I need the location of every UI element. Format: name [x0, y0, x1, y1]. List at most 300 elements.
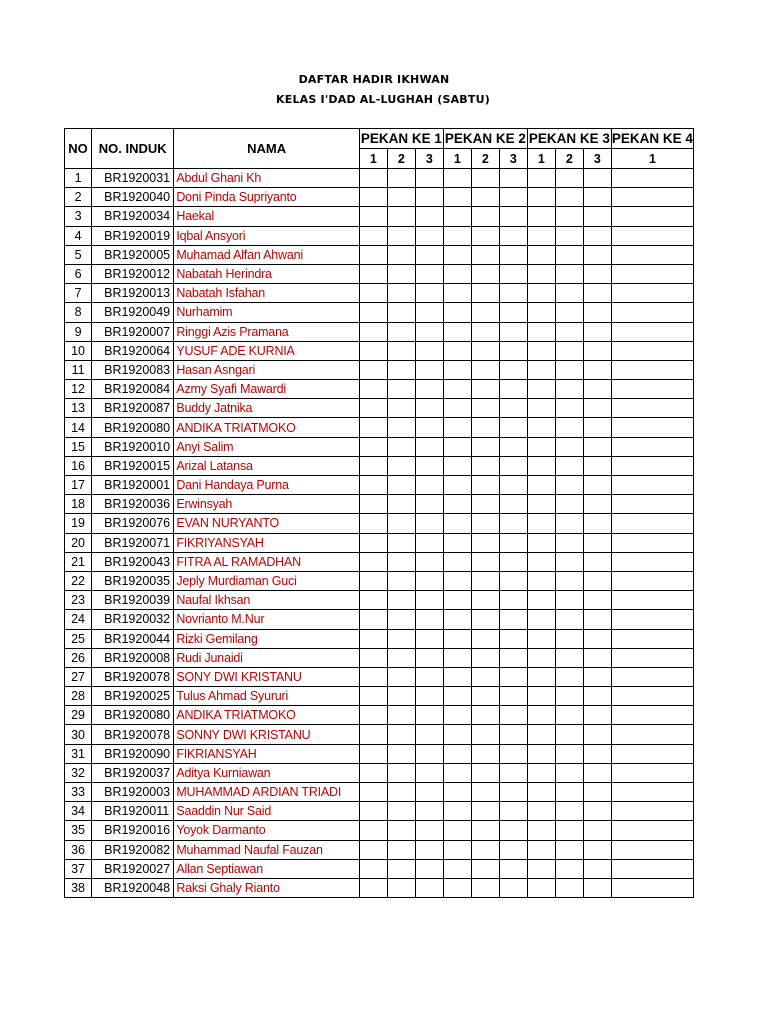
attendance-cell[interactable]: [499, 322, 527, 341]
attendance-cell[interactable]: [611, 207, 693, 226]
attendance-cell[interactable]: [527, 514, 555, 533]
attendance-cell[interactable]: [527, 802, 555, 821]
attendance-cell[interactable]: [415, 667, 443, 686]
attendance-cell[interactable]: [471, 169, 499, 188]
attendance-cell[interactable]: [471, 360, 499, 379]
attendance-cell[interactable]: [415, 591, 443, 610]
attendance-cell[interactable]: [415, 207, 443, 226]
attendance-cell[interactable]: [499, 360, 527, 379]
attendance-cell[interactable]: [387, 322, 415, 341]
attendance-cell[interactable]: [443, 437, 471, 456]
attendance-cell[interactable]: [359, 783, 387, 802]
attendance-cell[interactable]: [359, 763, 387, 782]
attendance-cell[interactable]: [359, 591, 387, 610]
attendance-cell[interactable]: [611, 533, 693, 552]
attendance-cell[interactable]: [443, 571, 471, 590]
attendance-cell[interactable]: [387, 188, 415, 207]
attendance-cell[interactable]: [583, 360, 611, 379]
attendance-cell[interactable]: [359, 169, 387, 188]
attendance-cell[interactable]: [527, 341, 555, 360]
attendance-cell[interactable]: [415, 514, 443, 533]
attendance-cell[interactable]: [415, 878, 443, 897]
attendance-cell[interactable]: [583, 207, 611, 226]
attendance-cell[interactable]: [415, 859, 443, 878]
attendance-cell[interactable]: [387, 687, 415, 706]
attendance-cell[interactable]: [583, 783, 611, 802]
attendance-cell[interactable]: [415, 399, 443, 418]
attendance-cell[interactable]: [499, 380, 527, 399]
attendance-cell[interactable]: [443, 264, 471, 283]
attendance-cell[interactable]: [583, 245, 611, 264]
attendance-cell[interactable]: [583, 341, 611, 360]
attendance-cell[interactable]: [583, 648, 611, 667]
attendance-cell[interactable]: [387, 380, 415, 399]
attendance-cell[interactable]: [387, 783, 415, 802]
attendance-cell[interactable]: [555, 303, 583, 322]
attendance-cell[interactable]: [611, 360, 693, 379]
attendance-cell[interactable]: [499, 169, 527, 188]
attendance-cell[interactable]: [611, 341, 693, 360]
attendance-cell[interactable]: [359, 476, 387, 495]
attendance-cell[interactable]: [415, 495, 443, 514]
attendance-cell[interactable]: [443, 687, 471, 706]
attendance-cell[interactable]: [499, 226, 527, 245]
attendance-cell[interactable]: [583, 476, 611, 495]
attendance-cell[interactable]: [359, 821, 387, 840]
attendance-cell[interactable]: [499, 802, 527, 821]
attendance-cell[interactable]: [359, 188, 387, 207]
attendance-cell[interactable]: [415, 687, 443, 706]
attendance-cell[interactable]: [387, 763, 415, 782]
attendance-cell[interactable]: [527, 859, 555, 878]
attendance-cell[interactable]: [555, 821, 583, 840]
attendance-cell[interactable]: [471, 610, 499, 629]
attendance-cell[interactable]: [387, 533, 415, 552]
attendance-cell[interactable]: [415, 725, 443, 744]
attendance-cell[interactable]: [527, 763, 555, 782]
attendance-cell[interactable]: [471, 341, 499, 360]
attendance-cell[interactable]: [359, 207, 387, 226]
attendance-cell[interactable]: [359, 284, 387, 303]
attendance-cell[interactable]: [415, 360, 443, 379]
attendance-cell[interactable]: [611, 495, 693, 514]
attendance-cell[interactable]: [499, 629, 527, 648]
attendance-cell[interactable]: [359, 495, 387, 514]
attendance-cell[interactable]: [555, 533, 583, 552]
attendance-cell[interactable]: [499, 437, 527, 456]
attendance-cell[interactable]: [359, 456, 387, 475]
attendance-cell[interactable]: [555, 667, 583, 686]
attendance-cell[interactable]: [499, 591, 527, 610]
attendance-cell[interactable]: [471, 840, 499, 859]
attendance-cell[interactable]: [611, 552, 693, 571]
attendance-cell[interactable]: [443, 207, 471, 226]
attendance-cell[interactable]: [555, 552, 583, 571]
attendance-cell[interactable]: [415, 169, 443, 188]
attendance-cell[interactable]: [583, 188, 611, 207]
attendance-cell[interactable]: [527, 188, 555, 207]
attendance-cell[interactable]: [499, 533, 527, 552]
attendance-cell[interactable]: [555, 399, 583, 418]
attendance-cell[interactable]: [359, 552, 387, 571]
attendance-cell[interactable]: [499, 878, 527, 897]
attendance-cell[interactable]: [555, 763, 583, 782]
attendance-cell[interactable]: [499, 821, 527, 840]
attendance-cell[interactable]: [583, 169, 611, 188]
attendance-cell[interactable]: [443, 744, 471, 763]
attendance-cell[interactable]: [611, 821, 693, 840]
attendance-cell[interactable]: [555, 802, 583, 821]
attendance-cell[interactable]: [583, 226, 611, 245]
attendance-cell[interactable]: [555, 840, 583, 859]
attendance-cell[interactable]: [471, 322, 499, 341]
attendance-cell[interactable]: [583, 380, 611, 399]
attendance-cell[interactable]: [387, 802, 415, 821]
attendance-cell[interactable]: [415, 456, 443, 475]
attendance-cell[interactable]: [499, 303, 527, 322]
attendance-cell[interactable]: [555, 859, 583, 878]
attendance-cell[interactable]: [415, 284, 443, 303]
attendance-cell[interactable]: [443, 859, 471, 878]
attendance-cell[interactable]: [359, 341, 387, 360]
attendance-cell[interactable]: [583, 878, 611, 897]
attendance-cell[interactable]: [415, 303, 443, 322]
attendance-cell[interactable]: [471, 802, 499, 821]
attendance-cell[interactable]: [359, 264, 387, 283]
attendance-cell[interactable]: [387, 284, 415, 303]
attendance-cell[interactable]: [555, 591, 583, 610]
attendance-cell[interactable]: [527, 571, 555, 590]
attendance-cell[interactable]: [583, 687, 611, 706]
attendance-cell[interactable]: [359, 226, 387, 245]
attendance-cell[interactable]: [471, 399, 499, 418]
attendance-cell[interactable]: [611, 169, 693, 188]
attendance-cell[interactable]: [387, 169, 415, 188]
attendance-cell[interactable]: [387, 226, 415, 245]
attendance-cell[interactable]: [583, 284, 611, 303]
attendance-cell[interactable]: [499, 706, 527, 725]
attendance-cell[interactable]: [583, 802, 611, 821]
attendance-cell[interactable]: [415, 341, 443, 360]
attendance-cell[interactable]: [359, 610, 387, 629]
attendance-cell[interactable]: [499, 552, 527, 571]
attendance-cell[interactable]: [471, 821, 499, 840]
attendance-cell[interactable]: [387, 667, 415, 686]
attendance-cell[interactable]: [611, 571, 693, 590]
attendance-cell[interactable]: [471, 783, 499, 802]
attendance-cell[interactable]: [387, 264, 415, 283]
attendance-cell[interactable]: [555, 744, 583, 763]
attendance-cell[interactable]: [443, 821, 471, 840]
attendance-cell[interactable]: [555, 878, 583, 897]
attendance-cell[interactable]: [611, 418, 693, 437]
attendance-cell[interactable]: [555, 418, 583, 437]
attendance-cell[interactable]: [527, 821, 555, 840]
attendance-cell[interactable]: [611, 802, 693, 821]
attendance-cell[interactable]: [359, 706, 387, 725]
attendance-cell[interactable]: [583, 859, 611, 878]
attendance-cell[interactable]: [443, 284, 471, 303]
attendance-cell[interactable]: [471, 207, 499, 226]
attendance-cell[interactable]: [527, 706, 555, 725]
attendance-cell[interactable]: [499, 207, 527, 226]
attendance-cell[interactable]: [387, 591, 415, 610]
attendance-cell[interactable]: [415, 802, 443, 821]
attendance-cell[interactable]: [527, 783, 555, 802]
attendance-cell[interactable]: [583, 591, 611, 610]
attendance-cell[interactable]: [471, 476, 499, 495]
attendance-cell[interactable]: [359, 648, 387, 667]
attendance-cell[interactable]: [611, 667, 693, 686]
attendance-cell[interactable]: [415, 571, 443, 590]
attendance-cell[interactable]: [527, 533, 555, 552]
attendance-cell[interactable]: [387, 245, 415, 264]
attendance-cell[interactable]: [471, 284, 499, 303]
attendance-cell[interactable]: [527, 418, 555, 437]
attendance-cell[interactable]: [583, 514, 611, 533]
attendance-cell[interactable]: [555, 284, 583, 303]
attendance-cell[interactable]: [443, 552, 471, 571]
attendance-cell[interactable]: [527, 648, 555, 667]
attendance-cell[interactable]: [527, 169, 555, 188]
attendance-cell[interactable]: [499, 859, 527, 878]
attendance-cell[interactable]: [527, 245, 555, 264]
attendance-cell[interactable]: [499, 456, 527, 475]
attendance-cell[interactable]: [443, 667, 471, 686]
attendance-cell[interactable]: [583, 495, 611, 514]
attendance-cell[interactable]: [471, 437, 499, 456]
attendance-cell[interactable]: [583, 552, 611, 571]
attendance-cell[interactable]: [415, 610, 443, 629]
attendance-cell[interactable]: [471, 188, 499, 207]
attendance-cell[interactable]: [583, 706, 611, 725]
attendance-cell[interactable]: [527, 744, 555, 763]
attendance-cell[interactable]: [555, 456, 583, 475]
attendance-cell[interactable]: [499, 476, 527, 495]
attendance-cell[interactable]: [499, 744, 527, 763]
attendance-cell[interactable]: [499, 840, 527, 859]
attendance-cell[interactable]: [415, 380, 443, 399]
attendance-cell[interactable]: [415, 783, 443, 802]
attendance-cell[interactable]: [583, 456, 611, 475]
attendance-cell[interactable]: [415, 763, 443, 782]
attendance-cell[interactable]: [387, 821, 415, 840]
attendance-cell[interactable]: [443, 322, 471, 341]
attendance-cell[interactable]: [471, 456, 499, 475]
attendance-cell[interactable]: [387, 360, 415, 379]
attendance-cell[interactable]: [611, 591, 693, 610]
attendance-cell[interactable]: [359, 303, 387, 322]
attendance-cell[interactable]: [415, 648, 443, 667]
attendance-cell[interactable]: [359, 840, 387, 859]
attendance-cell[interactable]: [359, 514, 387, 533]
attendance-cell[interactable]: [443, 188, 471, 207]
attendance-cell[interactable]: [611, 706, 693, 725]
attendance-cell[interactable]: [611, 303, 693, 322]
attendance-cell[interactable]: [415, 245, 443, 264]
attendance-cell[interactable]: [527, 591, 555, 610]
attendance-cell[interactable]: [499, 284, 527, 303]
attendance-cell[interactable]: [527, 226, 555, 245]
attendance-cell[interactable]: [387, 878, 415, 897]
attendance-cell[interactable]: [611, 264, 693, 283]
attendance-cell[interactable]: [359, 859, 387, 878]
attendance-cell[interactable]: [359, 571, 387, 590]
attendance-cell[interactable]: [499, 725, 527, 744]
attendance-cell[interactable]: [499, 783, 527, 802]
attendance-cell[interactable]: [583, 821, 611, 840]
attendance-cell[interactable]: [415, 418, 443, 437]
attendance-cell[interactable]: [583, 629, 611, 648]
attendance-cell[interactable]: [415, 821, 443, 840]
attendance-cell[interactable]: [471, 859, 499, 878]
attendance-cell[interactable]: [611, 610, 693, 629]
attendance-cell[interactable]: [387, 476, 415, 495]
attendance-cell[interactable]: [471, 591, 499, 610]
attendance-cell[interactable]: [443, 878, 471, 897]
attendance-cell[interactable]: [415, 322, 443, 341]
attendance-cell[interactable]: [471, 725, 499, 744]
attendance-cell[interactable]: [443, 629, 471, 648]
attendance-cell[interactable]: [415, 706, 443, 725]
attendance-cell[interactable]: [611, 226, 693, 245]
attendance-cell[interactable]: [387, 552, 415, 571]
attendance-cell[interactable]: [359, 360, 387, 379]
attendance-cell[interactable]: [443, 245, 471, 264]
attendance-cell[interactable]: [471, 533, 499, 552]
attendance-cell[interactable]: [387, 514, 415, 533]
attendance-cell[interactable]: [443, 840, 471, 859]
attendance-cell[interactable]: [527, 284, 555, 303]
attendance-cell[interactable]: [527, 495, 555, 514]
attendance-cell[interactable]: [583, 744, 611, 763]
attendance-cell[interactable]: [611, 380, 693, 399]
attendance-cell[interactable]: [443, 533, 471, 552]
attendance-cell[interactable]: [555, 706, 583, 725]
attendance-cell[interactable]: [527, 380, 555, 399]
attendance-cell[interactable]: [611, 322, 693, 341]
attendance-cell[interactable]: [527, 878, 555, 897]
attendance-cell[interactable]: [555, 648, 583, 667]
attendance-cell[interactable]: [387, 744, 415, 763]
attendance-cell[interactable]: [415, 476, 443, 495]
attendance-cell[interactable]: [499, 245, 527, 264]
attendance-cell[interactable]: [387, 207, 415, 226]
attendance-cell[interactable]: [387, 725, 415, 744]
attendance-cell[interactable]: [527, 476, 555, 495]
attendance-cell[interactable]: [387, 706, 415, 725]
attendance-cell[interactable]: [555, 322, 583, 341]
attendance-cell[interactable]: [471, 418, 499, 437]
attendance-cell[interactable]: [499, 418, 527, 437]
attendance-cell[interactable]: [611, 878, 693, 897]
attendance-cell[interactable]: [527, 552, 555, 571]
attendance-cell[interactable]: [471, 571, 499, 590]
attendance-cell[interactable]: [359, 687, 387, 706]
attendance-cell[interactable]: [527, 264, 555, 283]
attendance-cell[interactable]: [387, 648, 415, 667]
attendance-cell[interactable]: [443, 169, 471, 188]
attendance-cell[interactable]: [583, 610, 611, 629]
attendance-cell[interactable]: [443, 802, 471, 821]
attendance-cell[interactable]: [443, 226, 471, 245]
attendance-cell[interactable]: [415, 840, 443, 859]
attendance-cell[interactable]: [611, 859, 693, 878]
attendance-cell[interactable]: [527, 629, 555, 648]
attendance-cell[interactable]: [471, 264, 499, 283]
attendance-cell[interactable]: [555, 360, 583, 379]
attendance-cell[interactable]: [583, 303, 611, 322]
attendance-cell[interactable]: [387, 629, 415, 648]
attendance-cell[interactable]: [555, 629, 583, 648]
attendance-cell[interactable]: [499, 667, 527, 686]
attendance-cell[interactable]: [583, 322, 611, 341]
attendance-cell[interactable]: [611, 245, 693, 264]
attendance-cell[interactable]: [359, 380, 387, 399]
attendance-cell[interactable]: [443, 360, 471, 379]
attendance-cell[interactable]: [583, 264, 611, 283]
attendance-cell[interactable]: [387, 418, 415, 437]
attendance-cell[interactable]: [527, 456, 555, 475]
attendance-cell[interactable]: [555, 380, 583, 399]
attendance-cell[interactable]: [471, 648, 499, 667]
attendance-cell[interactable]: [387, 859, 415, 878]
attendance-cell[interactable]: [471, 552, 499, 571]
attendance-cell[interactable]: [555, 495, 583, 514]
attendance-cell[interactable]: [387, 571, 415, 590]
attendance-cell[interactable]: [499, 495, 527, 514]
attendance-cell[interactable]: [359, 322, 387, 341]
attendance-cell[interactable]: [555, 476, 583, 495]
attendance-cell[interactable]: [555, 341, 583, 360]
attendance-cell[interactable]: [499, 648, 527, 667]
attendance-cell[interactable]: [499, 571, 527, 590]
attendance-cell[interactable]: [555, 188, 583, 207]
attendance-cell[interactable]: [387, 840, 415, 859]
attendance-cell[interactable]: [443, 495, 471, 514]
attendance-cell[interactable]: [359, 437, 387, 456]
attendance-cell[interactable]: [443, 476, 471, 495]
attendance-cell[interactable]: [471, 878, 499, 897]
attendance-cell[interactable]: [611, 514, 693, 533]
attendance-cell[interactable]: [499, 763, 527, 782]
attendance-cell[interactable]: [499, 341, 527, 360]
attendance-cell[interactable]: [583, 399, 611, 418]
attendance-cell[interactable]: [555, 514, 583, 533]
attendance-cell[interactable]: [471, 763, 499, 782]
attendance-cell[interactable]: [611, 840, 693, 859]
attendance-cell[interactable]: [499, 399, 527, 418]
attendance-cell[interactable]: [443, 399, 471, 418]
attendance-cell[interactable]: [359, 418, 387, 437]
attendance-cell[interactable]: [471, 706, 499, 725]
attendance-cell[interactable]: [443, 610, 471, 629]
attendance-cell[interactable]: [611, 188, 693, 207]
attendance-cell[interactable]: [359, 533, 387, 552]
attendance-cell[interactable]: [387, 495, 415, 514]
attendance-cell[interactable]: [359, 725, 387, 744]
attendance-cell[interactable]: [359, 878, 387, 897]
attendance-cell[interactable]: [611, 629, 693, 648]
attendance-cell[interactable]: [555, 725, 583, 744]
attendance-cell[interactable]: [471, 629, 499, 648]
attendance-cell[interactable]: [611, 763, 693, 782]
attendance-cell[interactable]: [443, 591, 471, 610]
attendance-cell[interactable]: [555, 264, 583, 283]
attendance-cell[interactable]: [527, 360, 555, 379]
attendance-cell[interactable]: [555, 687, 583, 706]
attendance-cell[interactable]: [471, 226, 499, 245]
